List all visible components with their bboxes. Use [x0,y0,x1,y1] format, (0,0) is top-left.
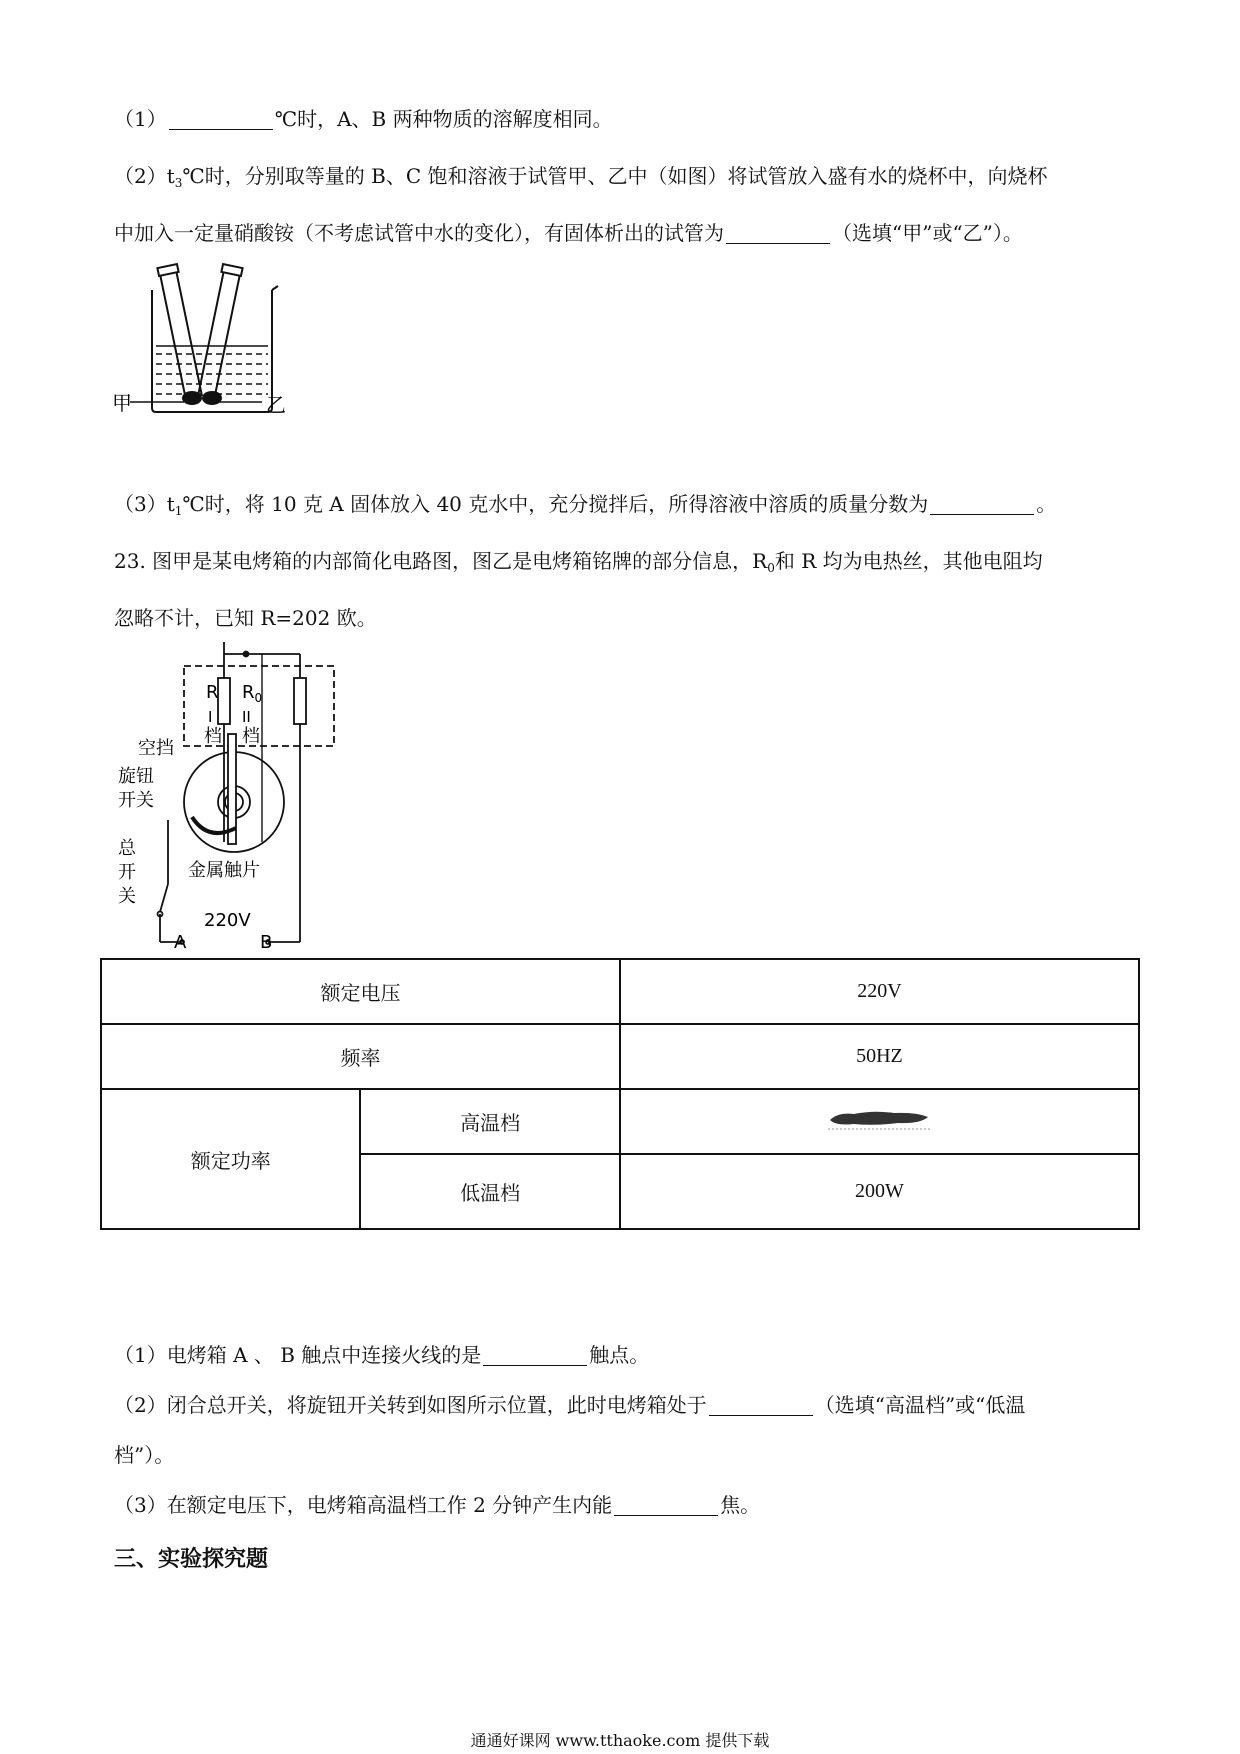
beaker-figure [112,262,312,422]
frequency-label: 频率 [101,1024,620,1089]
circuit-diagram [118,642,338,952]
high-gear-value-redacted [620,1089,1139,1154]
terminal-b-label: B [260,932,273,952]
table-row [101,1089,1139,1154]
q22-part1: （1） ℃时，A、B 两种物质的溶解度相同。 [114,107,613,131]
answer-blank[interactable] [483,1345,587,1366]
gear-2-word: 档 [242,726,260,747]
tube-yi-label: 乙 [266,393,286,417]
q23-part1: （1）电烤箱 A 、 B 触点中连接火线的是 触点。 [114,1343,650,1367]
main-switch-label-2: 开 [118,862,136,883]
low-gear-value: 200W [620,1154,1139,1229]
q23-part2-line1: （2）闭合总开关，将旋钮开关转到如图所示位置，此时电烤箱处于 （选填“高温档”或“低温 [114,1393,1026,1417]
q22-part3: $(3)t_1℃$时，将 10 克 A 固体放入 40 克水中，充分搅拌后，所得溶液中溶质的质量分数为 。 [114,492,1057,518]
answer-blank[interactable] [614,1495,718,1516]
answer-blank[interactable] [726,223,830,244]
section-heading: 三、实验探究题 [114,1547,269,1572]
empty-gear-label: 空挡 [138,738,174,759]
terminal-a-label: A [174,932,187,952]
high-gear-label: 高温档 [360,1089,619,1154]
redaction-scribble [824,1104,934,1134]
table-row [101,959,1139,1024]
rated-voltage-value: 220V [620,959,1139,1024]
q23-part3: （3）在额定电压下，电烤箱高温档工作 2 分钟产生内能 焦。 [114,1493,761,1517]
nameplate-table [100,958,1140,1230]
answer-blank[interactable] [709,1395,813,1416]
q23-intro-line2: 忽略不计，已知 R=202 欧。 [114,606,377,630]
knob-label-1: 旋钮 [118,766,154,787]
gear-2-label: II [242,708,251,726]
main-switch-label-3: 关 [118,886,136,907]
answer-blank[interactable] [930,494,1034,515]
rated-power-label: 额定功率 [101,1089,360,1229]
q23-intro-line1: 23. 图甲是某电烤箱的内部简化电路图，图乙是电烤箱铭牌的部分信息，$R_0$和 R 均为电热丝，其他电阻均 [114,549,1043,575]
resistor-r-label: R [206,682,219,703]
knob-label-2: 开关 [118,790,154,811]
low-gear-label: 低温档 [360,1154,619,1229]
q22-part2-line1: $(2)t_3℃$时，分别取等量的 B、C 饱和溶液于试管甲、乙中（如图）将试管放入盛有水的烧杯中，向烧杯 [114,164,1048,190]
page-footer: 通通好课网 www.tthaoke.com 提供下载 [470,1731,770,1750]
q22-part2-line2: 中加入一定量硝酸铵（不考虑试管中水的变化），有固体析出的试管为 （选填“甲”或“乙”）。 [114,221,1023,245]
metal-contact-label: 金属触片 [188,860,260,881]
voltage-label: 220V [204,910,251,931]
gear-1-word: 档 [204,726,222,747]
gear-1-label: I [208,708,213,726]
answer-blank[interactable] [169,109,273,130]
main-switch-label-1: 总 [118,838,136,859]
frequency-value: 50HZ [620,1024,1139,1089]
rated-voltage-label: 额定电压 [101,959,620,1024]
tube-jia-label: 甲 [112,391,132,415]
resistor-r0-label: $R_0$ [242,682,263,705]
table-row [101,1024,1139,1089]
q23-part2-line2: 档”）。 [114,1443,175,1467]
